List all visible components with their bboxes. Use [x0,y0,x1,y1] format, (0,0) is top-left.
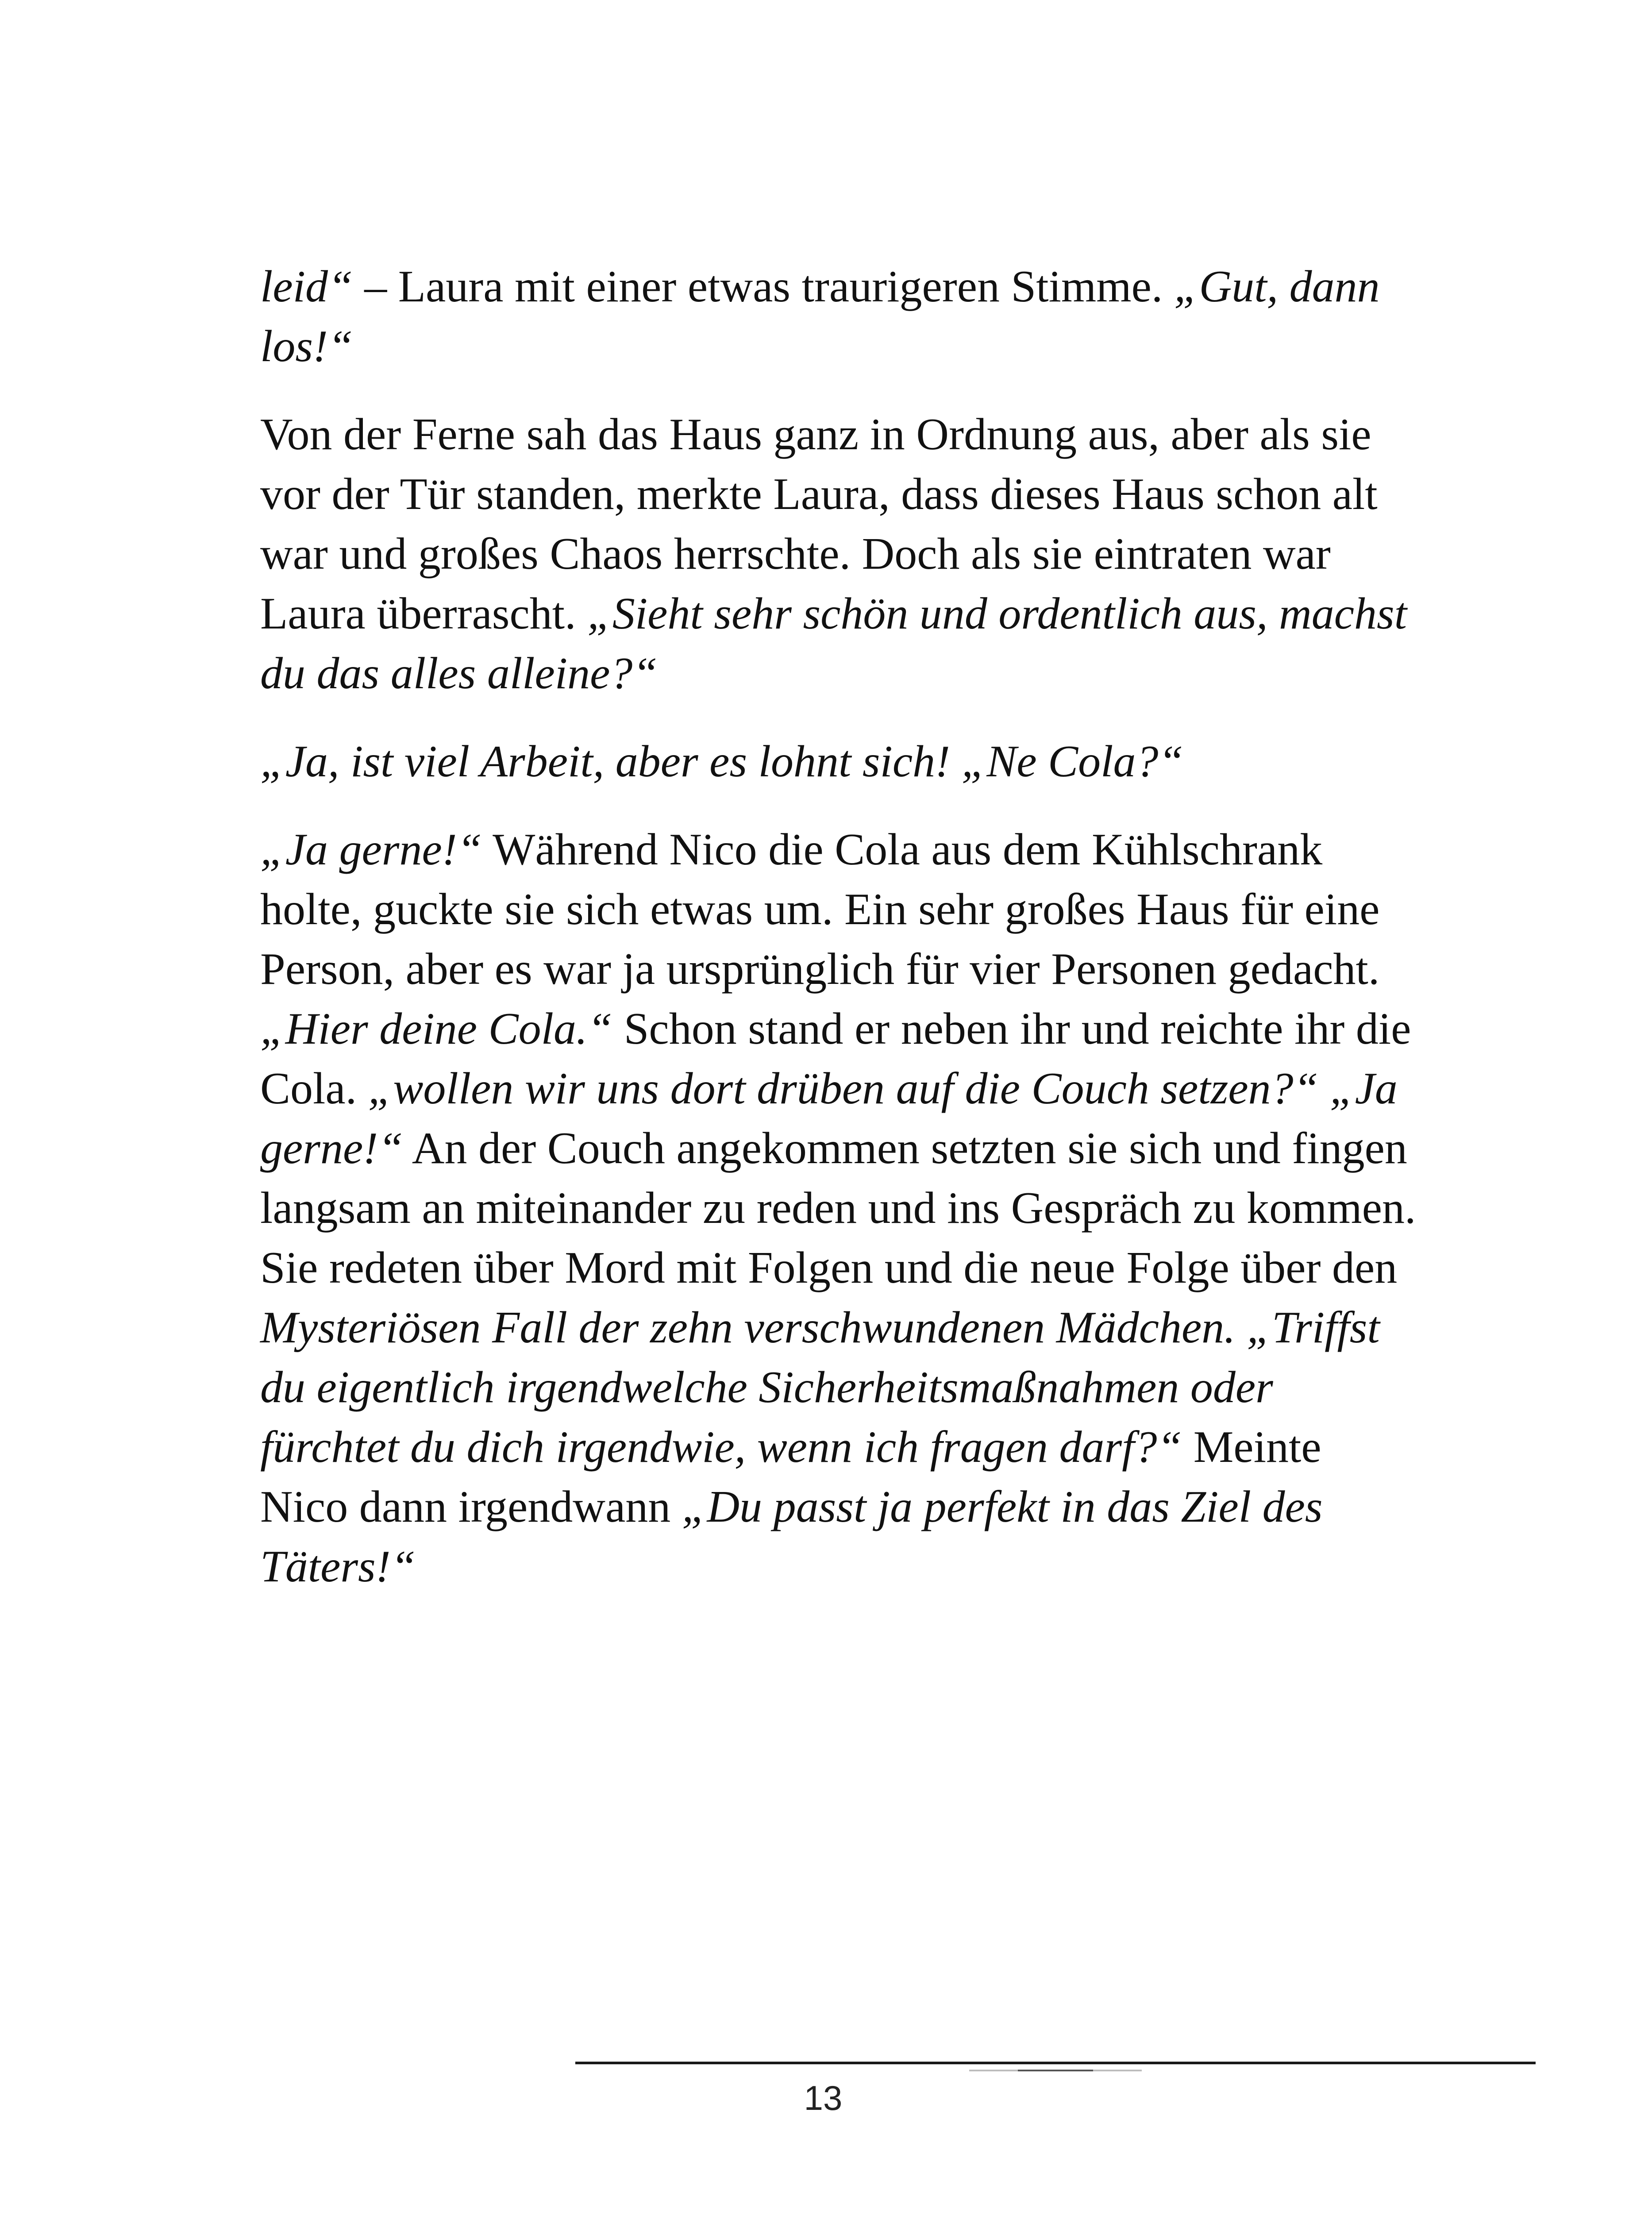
text-run: „Ja, ist viel Arbeit, aber es lohnt sich! „Ne Cola?“ [260,736,1184,787]
paragraph-2 [260,405,1420,703]
text-run: „Gut, dann los!“ [260,262,1380,371]
text-run: – Laura mit einer etwas traurigeren Stimme. [353,262,1174,312]
text-run: „Ja gerne!“ [260,825,482,875]
footer-divider [575,2062,1536,2064]
text-run: Von der Ferne sah das Haus ganz in Ordnung aus, aber als sie vor der Tür standen, merkte Laura, dass dieses Haus schon alt war und großes Chaos herrschte. Doch als sie eintraten war Laura überrascht. [260,409,1378,639]
text-run: „Hier deine Cola.“ [260,1004,613,1054]
text-run: Während Nico die Cola aus dem Kühlschrank holte, guckte sie sich etwas um. Ein sehr großes Haus für eine Person, aber es war ja ursprünglich für vier Personen gedacht. [260,825,1380,994]
text-run: Mysteriösen Fall der zehn verschwundenen Mädchen. „Triffst du eigentlich irgendwelche Sicherheitsmaßnahmen oder fürchtet du dich irgendwie, wenn ich fragen darf?“ [260,1303,1380,1472]
paragraph-4 [260,820,1420,1596]
text-run: „Sieht sehr schön und ordentlich aus, machst du das alles alleine?“ [260,589,1407,698]
text-run: Schon stand er neben ihr und reichte ihr die Cola. [260,1004,1411,1114]
footer-divider-accent-center [1018,2070,1093,2071]
text-run: Meinte Nico dann irgendwann [260,1422,1321,1532]
text-run: „Du passt ja perfekt in das Ziel des Täters!“ [260,1482,1323,1592]
text-run: „wollen wir uns dort drüben auf die Couch setzen?“ „Ja gerne!“ [260,1064,1398,1173]
paragraph-1 [260,257,1420,376]
body-text [260,257,1420,1596]
text-run: leid“ [260,262,353,312]
paragraph-3 [260,732,1420,791]
text-run: An der Couch angekommen setzten sie sich und fingen langsam an miteinander zu reden und ins Gespräch zu kommen. Sie redeten über Mord mit Folgen und die neue Folge über den [260,1123,1416,1293]
page-number: 13 [804,2078,843,2117]
